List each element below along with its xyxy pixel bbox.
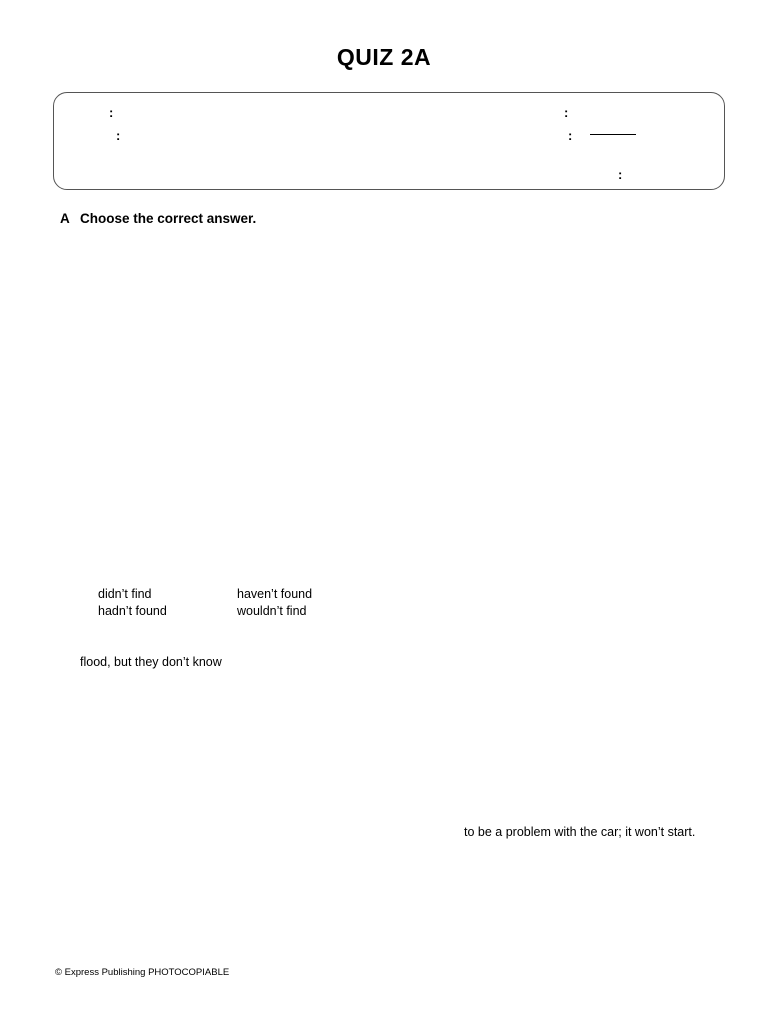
question-fragment: flood, but they don’t know	[80, 655, 222, 669]
answer-option: haven’t found	[237, 587, 313, 601]
class-field-colon: :	[116, 128, 121, 143]
section-a-heading	[60, 211, 256, 226]
section-instruction: Choose the correct answer.	[80, 211, 257, 226]
answer-option: wouldn’t find	[237, 604, 307, 618]
name-field-colon: :	[109, 105, 114, 120]
score-field-colon: :	[618, 167, 623, 182]
date-field-colon: :	[564, 105, 569, 120]
section-letter: A	[60, 211, 70, 226]
student-info-box	[53, 92, 725, 190]
question-fragment: to be a problem with the car; it won’t start.	[464, 825, 696, 839]
answer-option: hadn’t found	[98, 604, 167, 618]
copyright-footer: © Express Publishing PHOTOCOPIABLE	[55, 967, 230, 978]
mark-blank-line	[590, 134, 636, 135]
page-title: QUIZ 2A	[336, 44, 432, 70]
answer-option: didn’t find	[98, 587, 152, 601]
mark-field-colon: :	[568, 128, 573, 143]
